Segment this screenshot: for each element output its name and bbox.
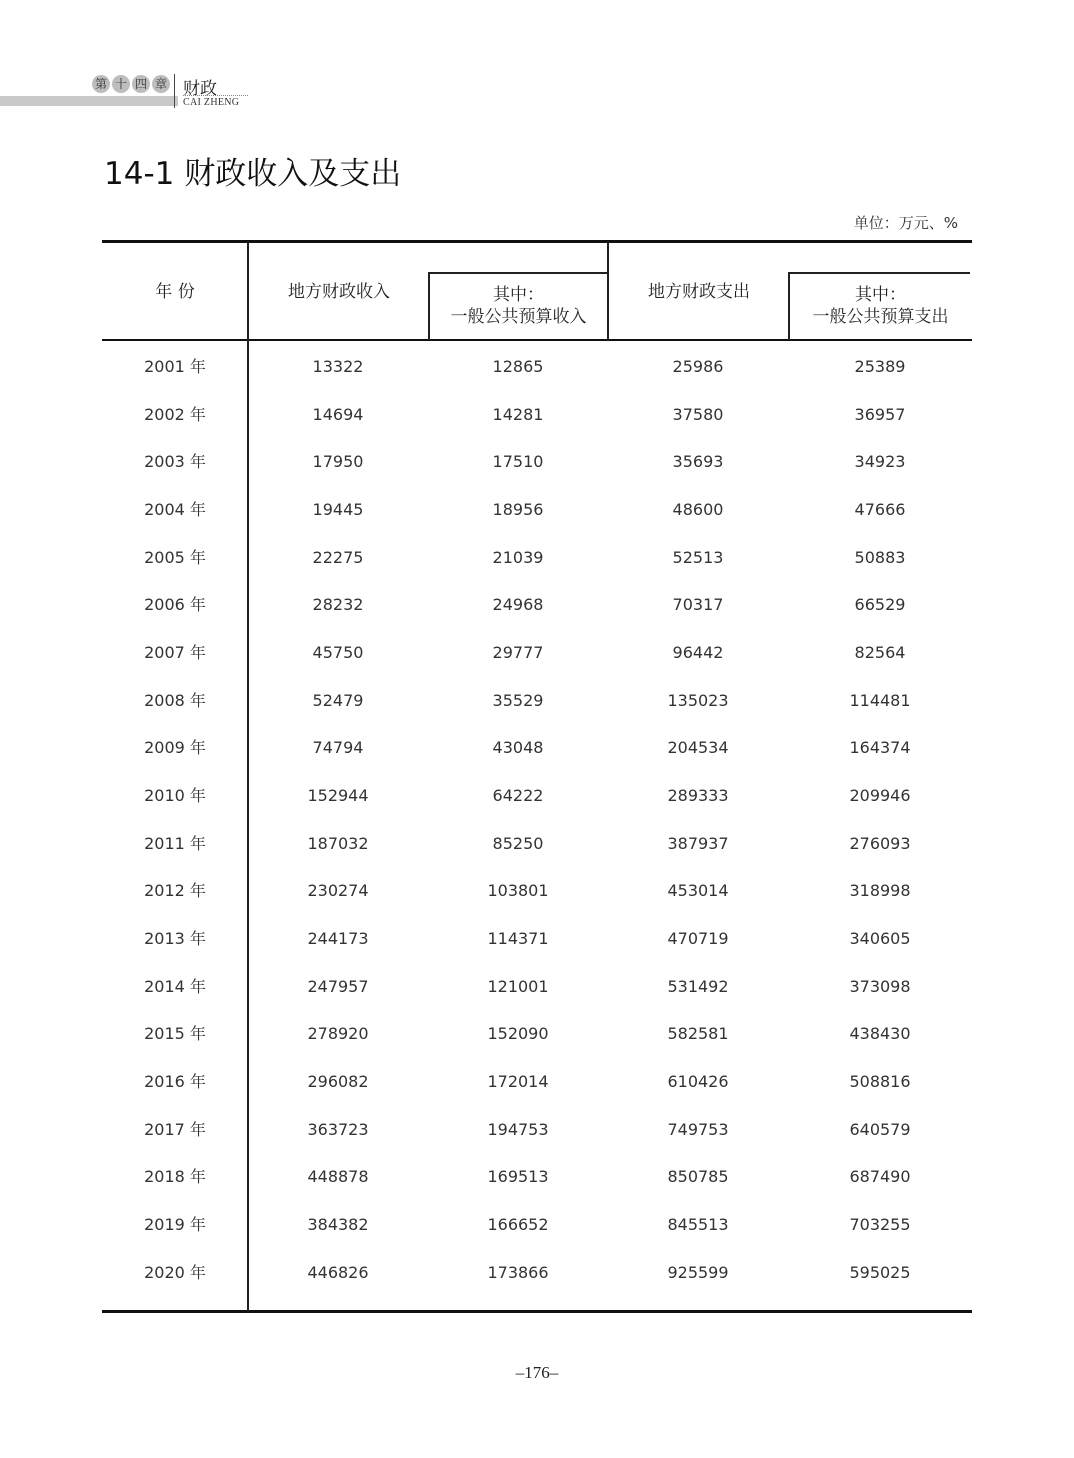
revenue-sub-top-rule — [428, 272, 608, 274]
table-row — [102, 1058, 972, 1106]
cell-expenditure-general: 276093 — [849, 834, 911, 853]
cell-year: 2004 年 — [144, 500, 206, 519]
table-top-rule — [102, 240, 972, 243]
table-row — [102, 963, 972, 1011]
cell-expenditure: 52513 — [672, 548, 724, 567]
cell-year: 2009 年 — [144, 738, 206, 757]
cell-expenditure-general: 438430 — [849, 1024, 911, 1043]
cell-year: 2012 年 — [144, 881, 206, 900]
table-row — [102, 629, 972, 677]
cell-expenditure: 204534 — [667, 738, 729, 757]
chapter-badge — [92, 75, 170, 93]
cell-expenditure-general: 50883 — [854, 548, 906, 567]
cell-expenditure-general: 703255 — [849, 1215, 911, 1234]
cell-revenue-general: 18956 — [492, 500, 544, 519]
chapter-char: 章 — [152, 75, 170, 93]
cell-revenue-general: 114371 — [487, 929, 549, 948]
cell-revenue-general: 166652 — [487, 1215, 549, 1234]
cell-revenue: 296082 — [307, 1072, 369, 1091]
cell-expenditure-general: 34923 — [854, 452, 906, 471]
table-row — [102, 534, 972, 582]
unit-label: 单位：万元、% — [853, 214, 958, 232]
cell-expenditure: 289333 — [667, 786, 729, 805]
cell-expenditure-general: 318998 — [849, 881, 911, 900]
table-row — [102, 438, 972, 486]
cell-revenue: 230274 — [307, 881, 369, 900]
cell-expenditure: 35693 — [672, 452, 724, 471]
cell-year: 2016 年 — [144, 1072, 206, 1091]
page-number: –176– — [515, 1363, 559, 1382]
cell-year: 2001 年 — [144, 357, 206, 376]
cell-expenditure-general: 82564 — [854, 643, 906, 662]
cell-expenditure: 470719 — [667, 929, 729, 948]
header-revenue-sub-line2: 一般公共预算收入 — [450, 307, 587, 327]
cell-year: 2005 年 — [144, 548, 206, 567]
cell-year: 2010 年 — [144, 786, 206, 805]
chapter-char: 十 — [112, 75, 130, 93]
cell-expenditure: 845513 — [667, 1215, 729, 1234]
cell-expenditure-general: 47666 — [854, 500, 906, 519]
cell-revenue: 28232 — [312, 595, 364, 614]
cell-revenue-general: 64222 — [492, 786, 544, 805]
cell-year: 2018 年 — [144, 1167, 206, 1186]
cell-expenditure-general: 687490 — [849, 1167, 911, 1186]
cell-expenditure: 387937 — [667, 834, 729, 853]
cell-revenue: 446826 — [307, 1263, 369, 1282]
cell-revenue: 363723 — [307, 1120, 369, 1139]
table-row — [102, 486, 972, 534]
cell-revenue: 45750 — [312, 643, 364, 662]
header-divider — [174, 74, 175, 108]
cell-expenditure: 850785 — [667, 1167, 729, 1186]
table-row — [102, 724, 972, 772]
cell-expenditure: 610426 — [667, 1072, 729, 1091]
cell-year: 2019 年 — [144, 1215, 206, 1234]
cell-revenue-general: 43048 — [492, 738, 544, 757]
cell-expenditure-general: 36957 — [854, 405, 906, 424]
table-row — [102, 820, 972, 868]
header-expenditure-sub — [789, 284, 972, 328]
cell-revenue: 13322 — [312, 357, 364, 376]
cell-expenditure: 135023 — [667, 691, 729, 710]
table-title: 14-1 财政收入及支出 — [104, 156, 402, 192]
cell-expenditure-general: 340605 — [849, 929, 911, 948]
cell-revenue: 19445 — [312, 500, 364, 519]
cell-expenditure-general: 373098 — [849, 977, 911, 996]
table-row — [102, 1106, 972, 1154]
cell-revenue-general: 103801 — [487, 881, 549, 900]
table-row — [102, 867, 972, 915]
cell-revenue-general: 152090 — [487, 1024, 549, 1043]
cell-year: 2020 年 — [144, 1263, 206, 1282]
cell-revenue-general: 121001 — [487, 977, 549, 996]
cell-expenditure: 453014 — [667, 881, 729, 900]
header-expenditure-sub-line2: 一般公共预算支出 — [812, 307, 949, 327]
cell-revenue: 17950 — [312, 452, 364, 471]
cell-revenue-general: 17510 — [492, 452, 544, 471]
cell-revenue-general: 85250 — [492, 834, 544, 853]
cell-revenue: 74794 — [312, 738, 364, 757]
table-row — [102, 1249, 972, 1297]
chapter-char: 四 — [132, 75, 150, 93]
cell-expenditure-general: 595025 — [849, 1263, 911, 1282]
cell-revenue: 187032 — [307, 834, 369, 853]
table-row — [102, 1153, 972, 1201]
table-row — [102, 915, 972, 963]
table-row — [102, 391, 972, 439]
expenditure-sub-top-rule — [788, 272, 970, 274]
cell-year: 2002 年 — [144, 405, 206, 424]
cell-expenditure: 925599 — [667, 1263, 729, 1282]
chapter-subtitle: CAI ZHENG — [183, 97, 240, 108]
table-row — [102, 1201, 972, 1249]
cell-year: 2003 年 — [144, 452, 206, 471]
cell-expenditure: 48600 — [672, 500, 724, 519]
chapter-char: 第 — [92, 75, 110, 93]
cell-revenue: 278920 — [307, 1024, 369, 1043]
cell-revenue-general: 173866 — [487, 1263, 549, 1282]
cell-revenue: 22275 — [312, 548, 364, 567]
cell-revenue: 384382 — [307, 1215, 369, 1234]
cell-revenue-general: 172014 — [487, 1072, 549, 1091]
cell-year: 2014 年 — [144, 977, 206, 996]
header-expenditure: 地方财政支出 — [648, 282, 750, 302]
cell-expenditure-general: 508816 — [849, 1072, 911, 1091]
cell-year: 2013 年 — [144, 929, 206, 948]
cell-expenditure-general: 25389 — [854, 357, 906, 376]
cell-expenditure-general: 114481 — [849, 691, 911, 710]
cell-expenditure-general: 640579 — [849, 1120, 911, 1139]
table-row — [102, 1010, 972, 1058]
header-revenue: 地方财政收入 — [288, 282, 390, 302]
cell-expenditure: 70317 — [672, 595, 724, 614]
cell-revenue: 152944 — [307, 786, 369, 805]
cell-year: 2007 年 — [144, 643, 206, 662]
cell-year: 2015 年 — [144, 1024, 206, 1043]
cell-revenue-general: 12865 — [492, 357, 544, 376]
cell-expenditure: 37580 — [672, 405, 724, 424]
cell-revenue: 14694 — [312, 405, 364, 424]
cell-year: 2017 年 — [144, 1120, 206, 1139]
table-row — [102, 581, 972, 629]
cell-revenue-general: 21039 — [492, 548, 544, 567]
cell-expenditure: 582581 — [667, 1024, 729, 1043]
cell-year: 2006 年 — [144, 595, 206, 614]
cell-year: 2008 年 — [144, 691, 206, 710]
header-year: 年 份 — [155, 282, 195, 302]
cell-revenue-general: 14281 — [492, 405, 544, 424]
header-revenue-sub-line1: 其中： — [493, 285, 544, 305]
cell-expenditure: 749753 — [667, 1120, 729, 1139]
header-gray-bar — [0, 96, 178, 106]
cell-expenditure-general: 164374 — [849, 738, 911, 757]
table-row — [102, 677, 972, 725]
cell-year: 2011 年 — [144, 834, 206, 853]
cell-expenditure-general: 209946 — [849, 786, 911, 805]
cell-revenue-general: 194753 — [487, 1120, 549, 1139]
cell-revenue-general: 24968 — [492, 595, 544, 614]
cell-expenditure: 96442 — [672, 643, 724, 662]
table-header-rule — [102, 339, 972, 341]
cell-revenue: 52479 — [312, 691, 364, 710]
cell-revenue: 244173 — [307, 929, 369, 948]
header-revenue-sub — [429, 284, 608, 328]
cell-expenditure-general: 66529 — [854, 595, 906, 614]
header-expenditure-sub-line1: 其中： — [855, 285, 906, 305]
chapter-title: 财政 — [183, 79, 217, 99]
cell-expenditure: 25986 — [672, 357, 724, 376]
cell-expenditure: 531492 — [667, 977, 729, 996]
header-dotted-rule — [183, 95, 248, 96]
table-bottom-rule — [102, 1310, 972, 1313]
table-row — [102, 343, 972, 391]
cell-revenue: 247957 — [307, 977, 369, 996]
cell-revenue-general: 35529 — [492, 691, 544, 710]
cell-revenue: 448878 — [307, 1167, 369, 1186]
cell-revenue-general: 29777 — [492, 643, 544, 662]
table-row — [102, 772, 972, 820]
cell-revenue-general: 169513 — [487, 1167, 549, 1186]
